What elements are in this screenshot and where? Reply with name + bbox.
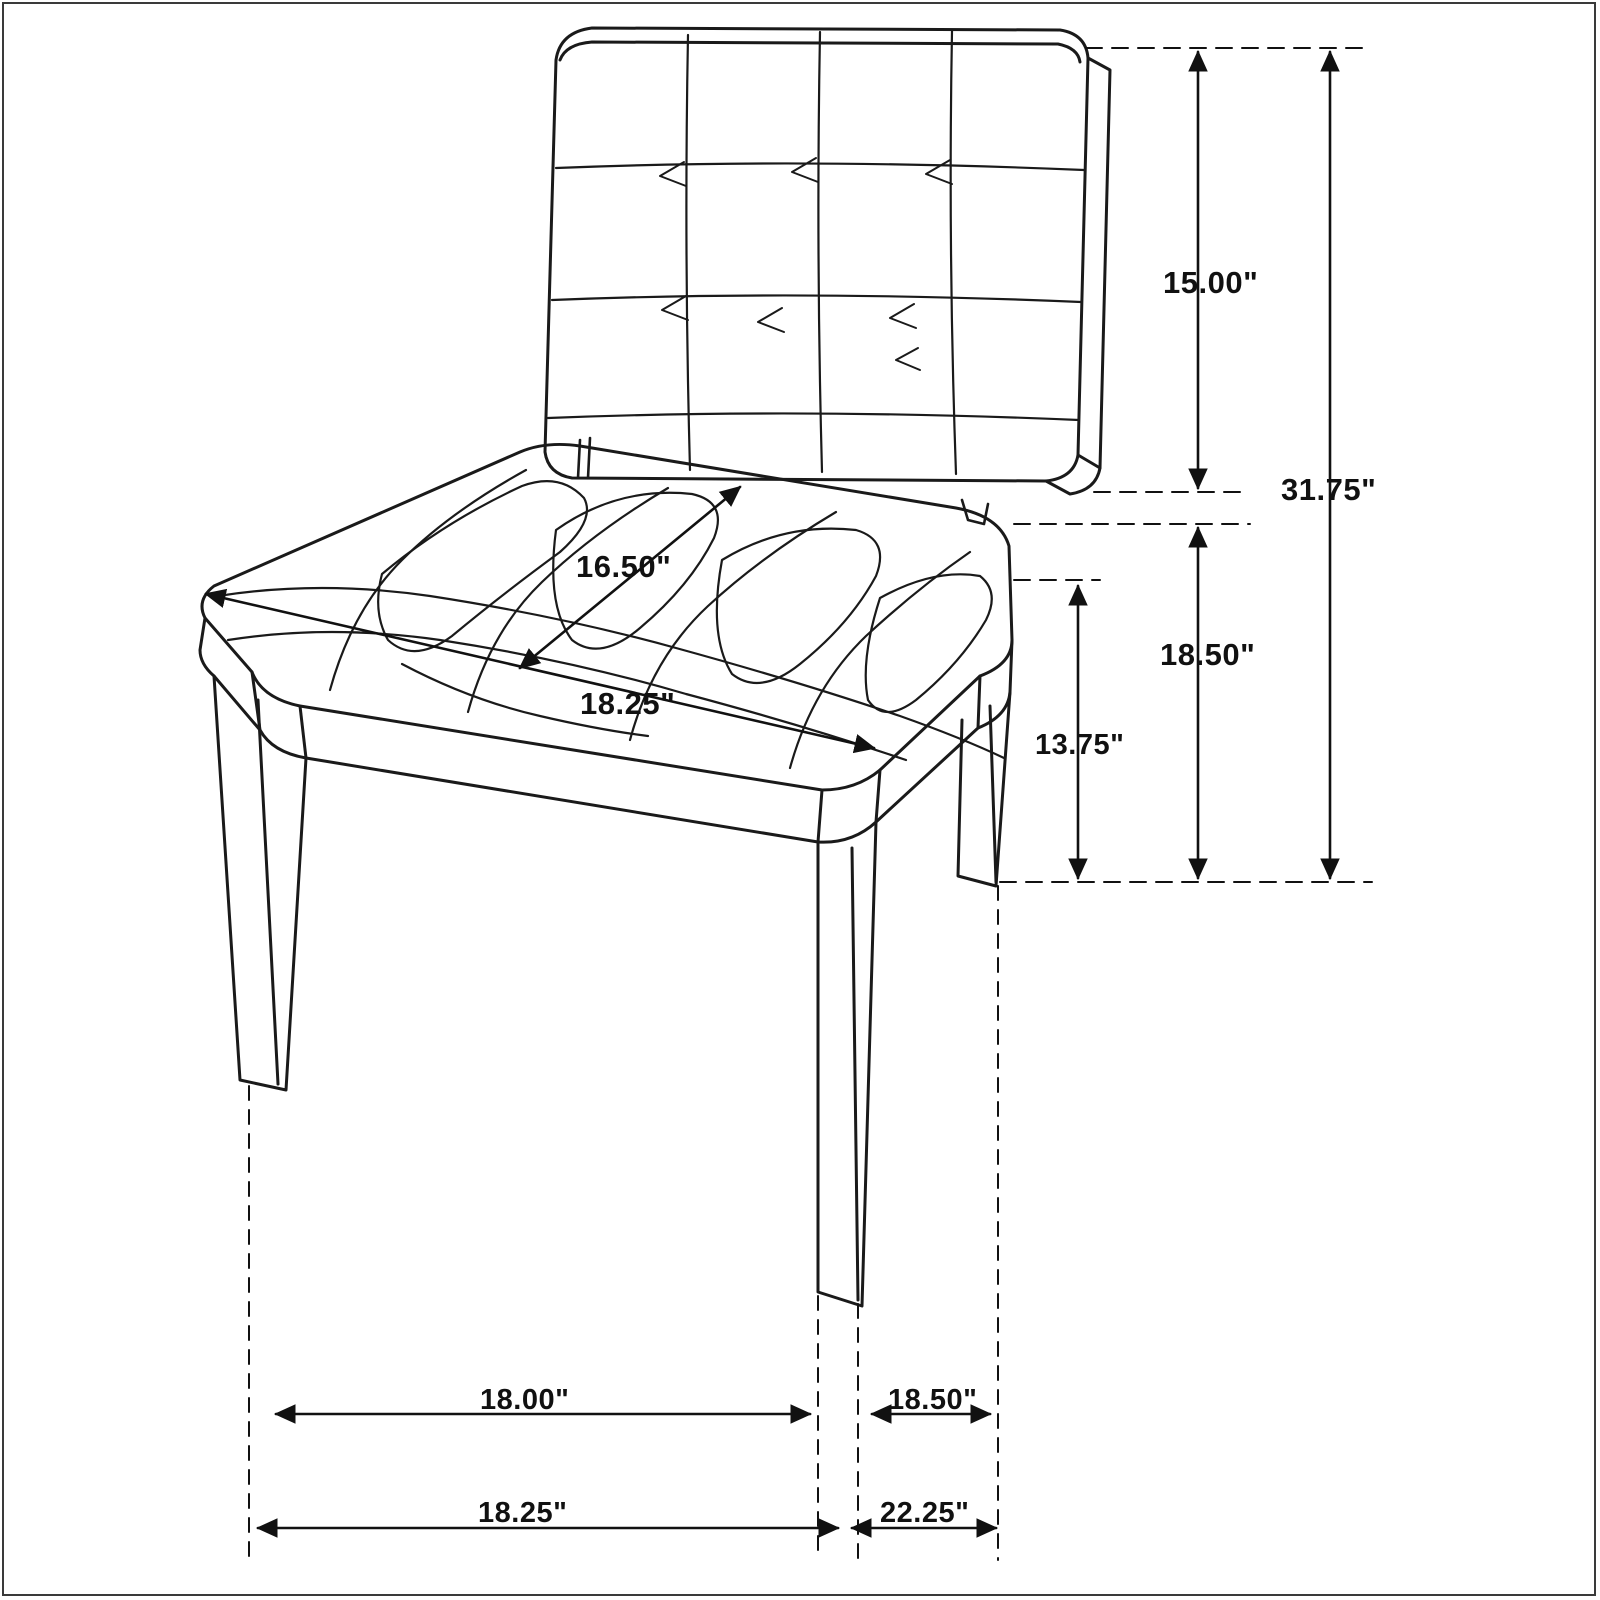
backrest-tufting <box>548 31 1084 474</box>
dimension-label-back-height: 15.00" <box>1163 265 1259 300</box>
dimension-label-seat-height: 13.75" <box>1035 729 1125 761</box>
seat-tufting <box>218 470 1004 768</box>
dimension-label-overall-width: 18.25" <box>478 1497 568 1529</box>
dimension-label-overall-height: 31.75" <box>1281 472 1377 507</box>
backrest-stitch-marks <box>660 158 952 370</box>
dimension-label-overall-depth: 22.25" <box>880 1497 970 1529</box>
chair-legs <box>214 676 1010 1306</box>
dimension-label-seat-width-diag: 18.25" <box>580 686 676 721</box>
chair-backrest <box>545 28 1110 494</box>
dimension-label-seat-depth-diag: 16.50" <box>576 549 672 584</box>
dimension-label-side-depth-upper: 18.50" <box>888 1384 978 1416</box>
dimension-arrows <box>206 52 1330 1528</box>
dimension-label-seat-to-back-height: 18.50" <box>1160 637 1256 672</box>
dimension-label-front-leg-span: 18.00" <box>480 1384 570 1416</box>
